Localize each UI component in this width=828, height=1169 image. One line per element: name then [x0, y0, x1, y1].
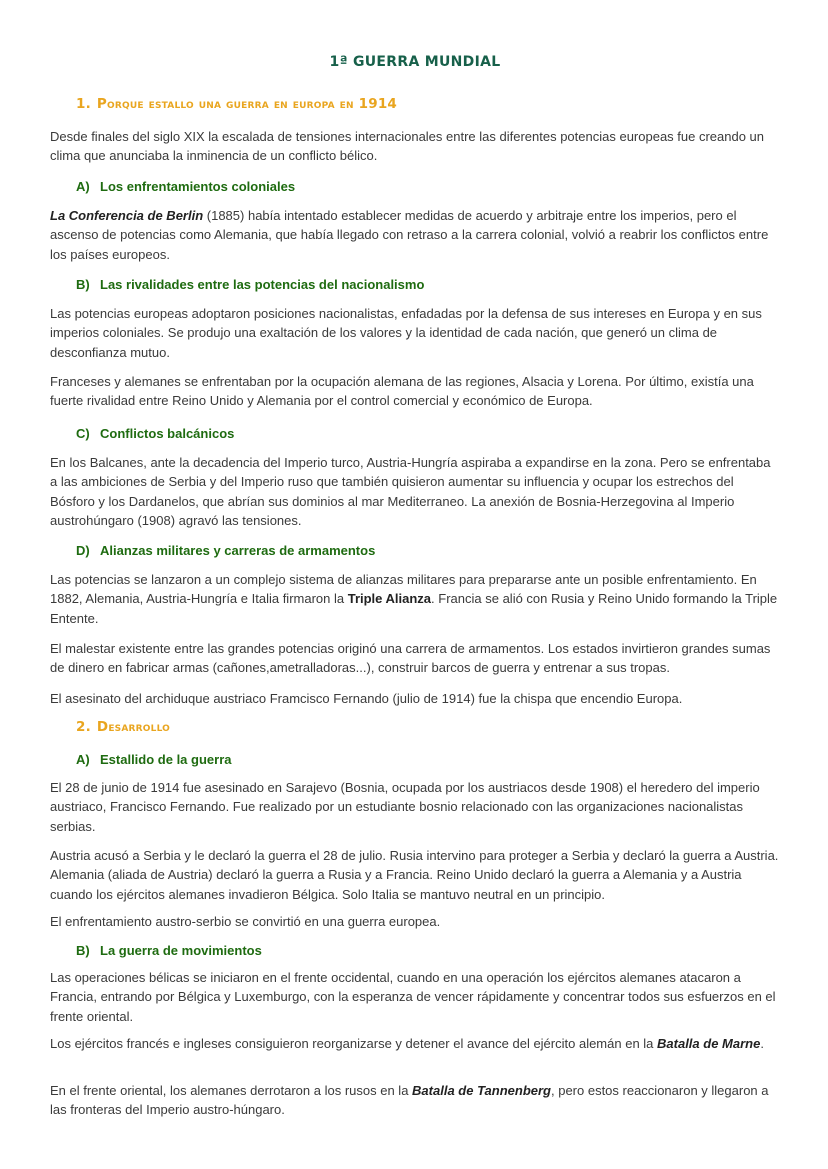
paragraph: En los Balcanes, ante la decadencia del Imperio turco, Austria-Hungría aspiraba a expandirse en la zona. Pero se enfrentaba a las ambiciones de Serbia y del Imperio ruso que también quisieron aumentar su influencia y ocupar los estrechos del Bósforo y los Dardanelos, que abrían sus dominios al mar Mediterraneo. La anexión de Bosnia-Herzegovina al Imperio austrohúngaro (1908) agravó las tensiones. [50, 455, 771, 529]
section-title: Porque estallo una guerra en europa en 1914 [96, 96, 398, 112]
section-number: 1. [76, 96, 91, 112]
paragraph: Franceses y alemanes se enfrentaban por la ocupación alemana de las regiones, Alsacia y Lorena. Por último, existía una fuerte rivalidad entre Reino Unido y Alemania por el control comercial y económico de Europa. [50, 374, 754, 409]
section-2-heading [76, 719, 170, 735]
paragraph: La Conferencia de Berlin (1885) había intentado establecer medidas de acuerdo y arbitraje entre los imperios, pero el ascenso de potencias como Alemania, que había llegado con retraso a la carrera colonial, volvió a reabrir los conflictos entre los países europeos. [50, 208, 769, 262]
paragraph: Las potencias se lanzaron a un complejo sistema de alianzas militares para prepararse ante un posible enfrentamiento. En 1882, Alemania, Austria-Hungría e Italia firmaron la Triple Alianza. Francia se alió con Rusia y Reino Unido formando la Triple Entente. [50, 572, 778, 626]
paragraph: Austria acusó a Serbia y le declaró la guerra el 28 de julio. Rusia intervino para proteger a Serbia y declaró la guerra a Austria. Alemania (aliada de Austria) declaró la guerra a Rusia y a Francia. Reino Unido declaró la guerra a Alemania y a Austria cuando los ejércitos alemanes invadieron Bélgica. Solo Italia se mantuvo neutral en un principio. [50, 848, 779, 902]
emphasis: Triple Alianza [347, 591, 432, 607]
section-title: Desarrollo [96, 719, 171, 735]
paragraph: El enfrentamiento austro-serbio se convirtió en una guerra europea. [50, 914, 441, 929]
subsection-heading: D) Alianzas militares y carreras de armamentos [76, 543, 376, 558]
emphasis: La Conferencia de Berlin [50, 208, 204, 223]
subsection-heading: B) Las rivalidades entre las potencias del nacionalismo [76, 277, 425, 292]
section-number: 2. [76, 719, 91, 735]
page-title: 1ª GUERRA MUNDIAL [329, 54, 501, 70]
paragraph: Desde finales del siglo XIX la escalada de tensiones internacionales entre las diferentes potencias europeas fue creando un clima que anunciaba la inminencia de un conflicto bélico. [50, 129, 765, 164]
paragraph: Las operaciones bélicas se iniciaron en el frente occidental, cuando en una operación los ejércitos alemanes atacaron a Francia, entrando por Bélgica y Luxemburgo, con la esperanza de vencer rápidamente y concentrar todos sus esfuerzos en el frente oriental. [50, 970, 776, 1024]
subsection-heading: B) La guerra de movimientos [76, 943, 262, 958]
paragraph: En el frente oriental, los alemanes derrotaron a los rusos en la Batalla de Tannenberg, pero estos reaccionaron y llegaron a las fronteras del Imperio austro-húngaro. [50, 1083, 769, 1118]
paragraph: El malestar existente entre las grandes potencias originó una carrera de armamentos. Los estados invirtieron grandes sumas de dinero en fabricar armas (cañones,ametralladoras...), construir barcos de guerra y entrenar a sus tropas. [50, 641, 771, 676]
section-1-heading [76, 96, 397, 112]
subsection-heading: A) Estallido de la guerra [76, 752, 232, 767]
paragraph: Los ejércitos francés e ingleses consiguieron reorganizarse y detener el avance del ejército alemán en la Batalla de Marne. [50, 1036, 764, 1051]
emphasis: Batalla de Tannenberg [412, 1083, 551, 1098]
paragraph: El 28 de junio de 1914 fue asesinado en Sarajevo (Bosnia, ocupada por los austriacos desde 1908) el heredero del imperio austriaco, Francisco Fernando. Fue realizado por un estudiante bosnio relacionado con las organizaciones nacionalistas serbias. [50, 780, 760, 834]
subsection-heading: A) Los enfrentamientos coloniales [76, 179, 296, 194]
emphasis: Batalla de Marne [657, 1036, 761, 1051]
paragraph: El asesinato del archiduque austriaco Framcisco Fernando (julio de 1914) fue la chispa que encendio Europa. [50, 691, 683, 706]
paragraph: Las potencias europeas adoptaron posiciones nacionalistas, enfadadas por la defensa de sus intereses en Europa y en sus imperios coloniales. Se produjo una exaltación de los valores y la identidad de cada nación, que generó un clima de desconfianza mutuo. [50, 306, 762, 360]
subsection-heading: C) Conflictos balcánicos [76, 426, 235, 441]
